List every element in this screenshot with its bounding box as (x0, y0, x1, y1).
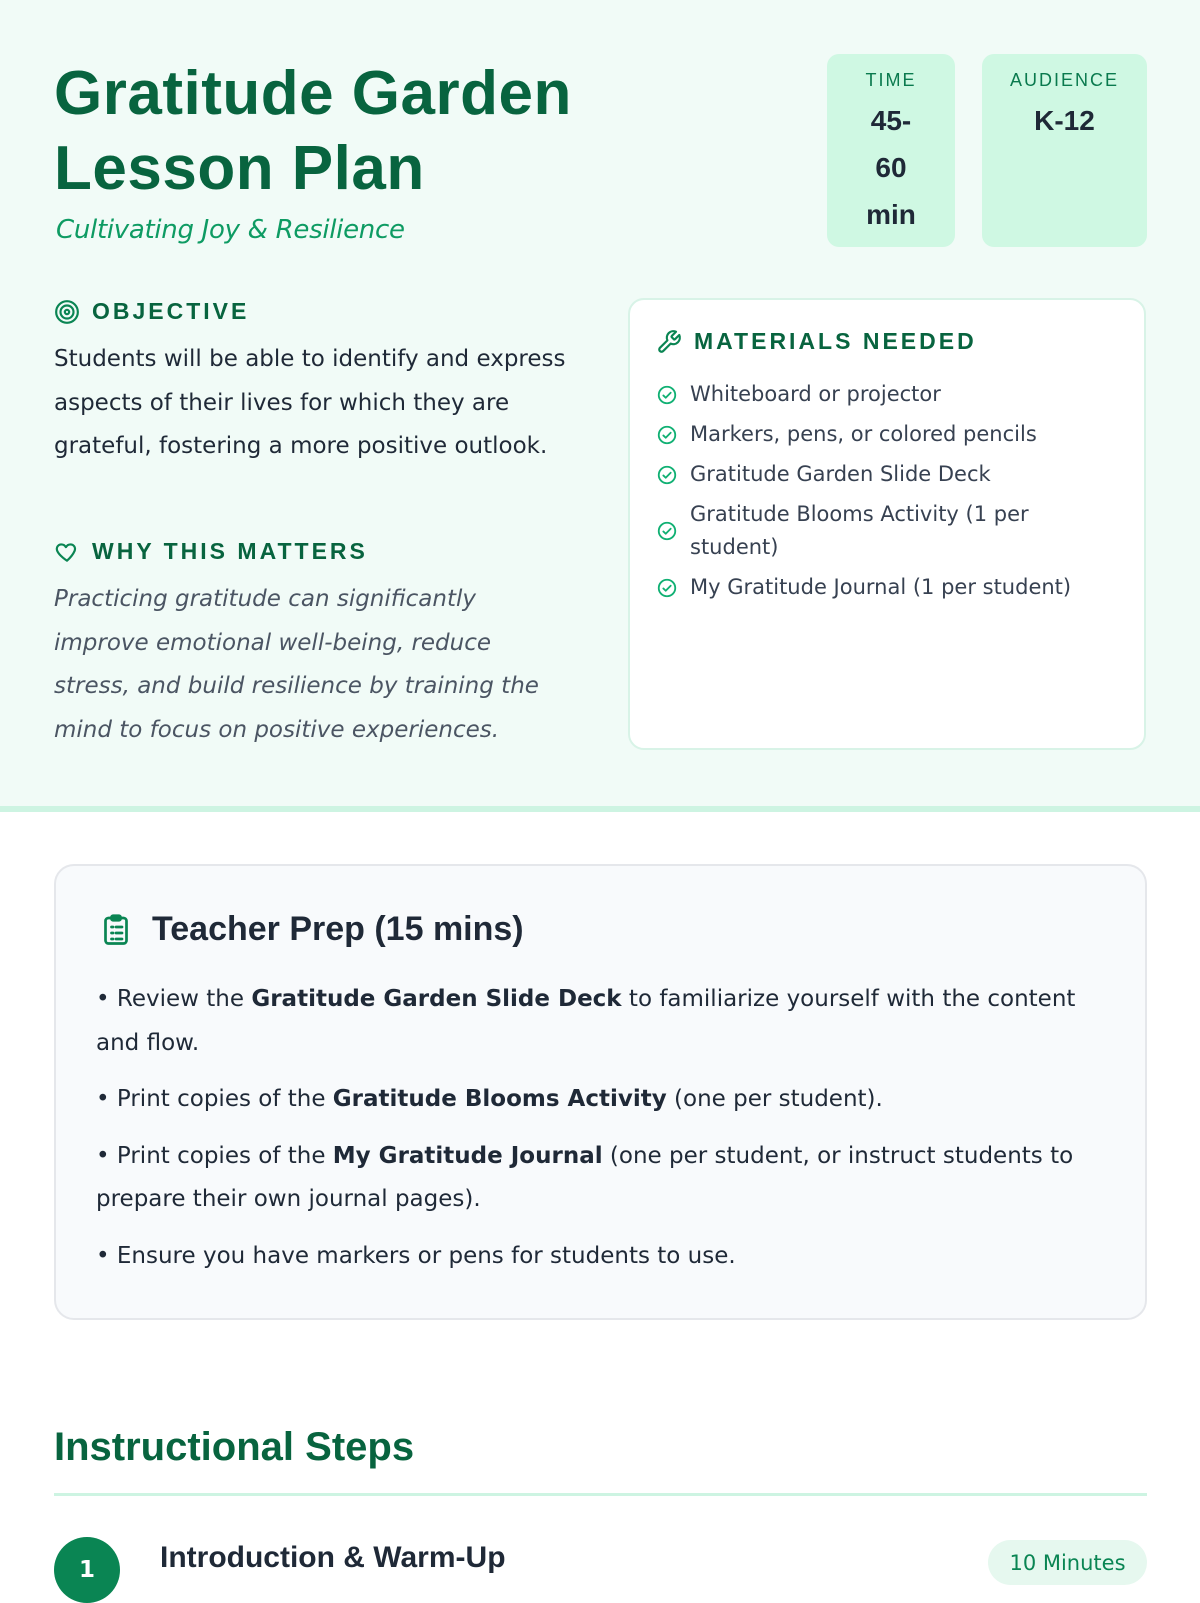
list-item: • Review the Gratitude Garden Slide Deck to familiarize yourself with the content and flow. (96, 986, 1076, 1056)
list-item: • Ensure you have markers or pens for students to use. (96, 1242, 736, 1269)
check-circle-icon (656, 520, 678, 542)
prep-text: (one per student, or instruct students to prepare their own journal pages). (96, 1142, 1074, 1212)
prep-text-bold: My Gratitude Journal (332, 1142, 603, 1169)
list-item (656, 418, 1116, 451)
list-item (656, 378, 1116, 411)
prep-text: Print copies of the (116, 1142, 333, 1169)
step-number: 1 (54, 1537, 120, 1603)
time-label: TIME (865, 70, 917, 90)
audience-badge (982, 54, 1147, 247)
check-circle-icon (656, 577, 678, 599)
section-title: Instructional Steps (54, 1425, 415, 1469)
heart-icon (54, 539, 80, 565)
list-item (656, 498, 1116, 564)
material-text: My Gratitude Journal (1 per student) (690, 575, 1072, 599)
list-item: • Print copies of the My Gratitude Journal (one per student, or instruct students to prepare their own journal pages). (96, 1142, 1074, 1212)
time-badge (827, 54, 955, 247)
objective-text: Students will be able to identify and express aspects of their lives for which they are grateful, fostering a more positive outlook. (54, 346, 566, 459)
teacher-prep-title: Teacher Prep (15 mins) (152, 910, 524, 948)
prep-text: (one per student). (666, 1086, 883, 1112)
audience-label: AUDIENCE (1009, 70, 1119, 90)
material-text: Markers, pens, or colored pencils (690, 422, 1037, 446)
why-text: Practicing gratitude can significantly improve emotional well-being, reduce stress, and build resilience by training the mind to focus on positive experiences. (54, 586, 539, 743)
wrench-icon (656, 329, 682, 355)
prep-text: Review the (116, 986, 252, 1012)
list-item (656, 571, 1116, 604)
material-text: Whiteboard or projector (690, 382, 941, 406)
prep-text: to familiarize yourself with the content and flow. (96, 986, 1076, 1056)
materials-list (656, 378, 1116, 611)
check-circle-icon (656, 464, 678, 486)
target-icon (54, 299, 80, 325)
prep-text: Print copies of the (116, 1086, 333, 1112)
clipboard-icon (98, 912, 134, 948)
materials-card (628, 298, 1146, 750)
teacher-prep-heading (98, 910, 524, 949)
list-item: • Print copies of the Gratitude Blooms Activity (one per student). (96, 1086, 883, 1112)
audience-value: K-12 (1034, 105, 1095, 136)
objective-label: OBJECTIVE (92, 298, 250, 324)
page-subtitle: Cultivating Joy & Resilience (56, 215, 405, 245)
prep-text-bold: Gratitude Blooms Activity (332, 1086, 667, 1112)
divider (54, 1493, 1147, 1496)
material-text: Gratitude Blooms Activity (1 per student) (690, 502, 1029, 559)
page-title: Gratitude Garden Lesson Plan (54, 59, 572, 203)
materials-heading (656, 328, 977, 355)
why-heading (54, 538, 368, 565)
objective-heading (54, 298, 249, 325)
teacher-prep-list (96, 978, 1096, 1291)
step-title: Introduction & Warm-Up (160, 1541, 506, 1574)
materials-label: MATERIALS NEEDED (694, 328, 977, 354)
material-text: Gratitude Garden Slide Deck (690, 462, 991, 486)
duration-badge: 10 Minutes (988, 1540, 1147, 1585)
prep-text-bold: Gratitude Garden Slide Deck (251, 986, 622, 1012)
time-value: 45-60 min (866, 105, 916, 230)
why-label: WHY THIS MATTERS (92, 538, 368, 564)
check-circle-icon (656, 384, 678, 406)
list-item (656, 458, 1116, 491)
teacher-prep-card (54, 864, 1147, 1320)
prep-text: Ensure you have markers or pens for students to use. (116, 1242, 736, 1269)
check-circle-icon (656, 424, 678, 446)
